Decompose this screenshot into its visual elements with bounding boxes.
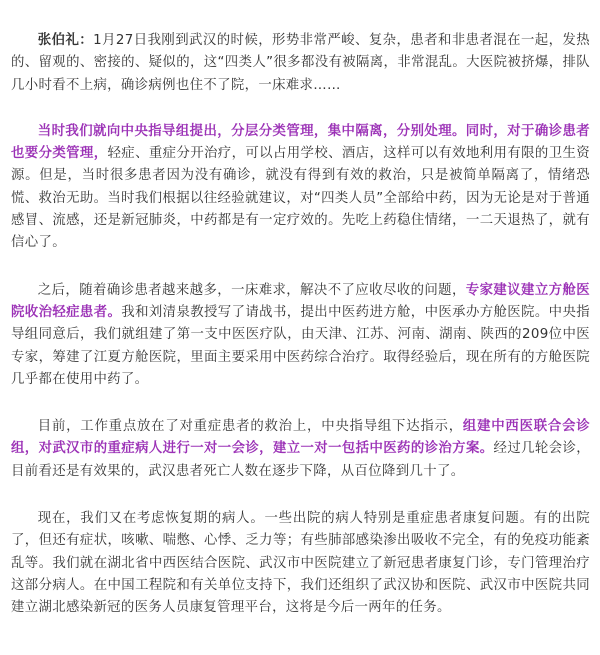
paragraph-1-text: 1月27日我刚到武汉的时候，形势非常严峻、复杂，患者和非患者混在一起，发热的、留观的、密接的、疑似的，这“四类人”很多都没有被隔离，非常混乱。大医院被挤爆，排队几小时看不上病，确诊病例也住不了院，一床难求……: [11, 33, 590, 93]
paragraph-2: [11, 121, 590, 255]
paragraph-1: [11, 30, 590, 97]
paragraph-4-text-start: 目前，工作重点放在了对重症患者的救治上，中央指导组下达指示，: [37, 419, 463, 435]
paragraph-4: [11, 416, 590, 483]
paragraph-4-highlight: 组建中西医联合会诊组，对武汉市的重症病人进行一对一会诊，建立一对一包括中医药的诊治方案。: [11, 419, 591, 457]
paragraph-2-highlight: 当时我们就向中央指导组提出，分层分类管理，集中隔离，分别处理。同时，对于确诊患者也要分类管理，: [11, 123, 590, 162]
paragraph-4-text-end: 经过几轮会诊，目前看还是有效果的，武汉患者死亡人数在逐步下降，从百位降到几十了。: [11, 441, 591, 479]
paragraph-5-text: 现在，我们又在考虑恢复期的病人。一些出院的病人特别是重症患者康复问题。有的出院了，但还有症状，咳嗽、喘憋、心悸、乏力等；有些肺部感染渗出吸收不完全，有的免疫功能紊乱等。我们就在湖北省中西医结合医院、武汉市中医院建立了新冠患者康复门诊，专门管理治疗这部分病人。在中国工程院和有关单位支持下，我们还组织了武汉协和医院、武汉市中医院共同建立湖北感染新冠的医务人员康复管理平台，这将是今后一两年的任务。: [11, 511, 590, 616]
paragraph-5: [11, 508, 590, 619]
speaker-name: 张伯礼：: [37, 33, 94, 48]
paragraph-3-text-end: 我和刘清泉教授写了请战书，提出中医药进方舱，中医承办方舱医院。中央指导组同意后，我们就组建了第一支中医医疗队，由天津、江苏、河南、湖南、陕西的209位中医专家，筹建了江夏方舱医院，里面主要采用中医药综合治疗。取得经验后，现在所有的方舱医院几乎都在使用中药了。: [11, 304, 590, 387]
paragraph-3: [11, 280, 590, 391]
paragraph-3-text-start: 之后，随着确诊患者越来越多，一床难求，解决不了应收尽收的问题，: [37, 282, 466, 298]
paragraph-2-text: 轻症、重症分开治疗，可以占用学校、酒店，这样可以有效地利用有限的卫生资源。但是，当时很多患者因为没有确诊，就没有得到有效的救治，只是被简单隔离了，情绪恐慌、救治无助。当时我们根据以往经验就建议，对“四类人员”全部给中药，因为无论是对于普通感冒、流感，还是新冠肺炎，中药都是有一定疗效的。先吃上药稳住情绪，一二天退热了，就有信心了。: [11, 146, 591, 251]
paragraph-3-highlight: 专家建议建立方舱医院收治轻症患者。: [11, 282, 590, 320]
